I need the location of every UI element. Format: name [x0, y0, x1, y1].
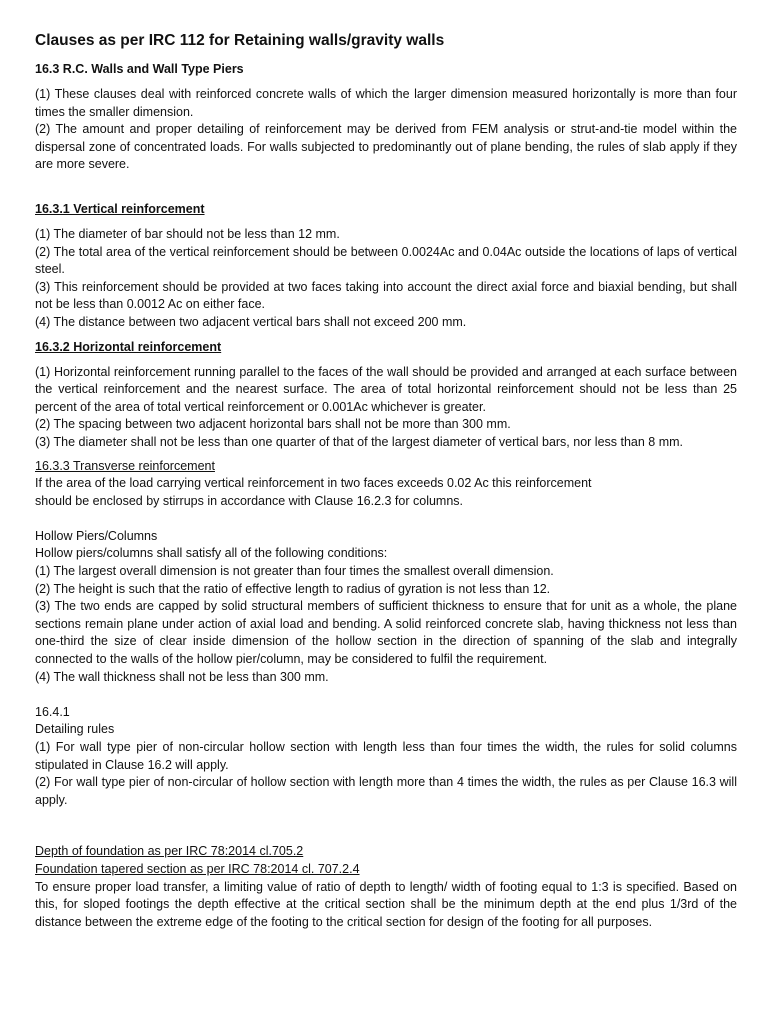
detailing-item-2: (2) For wall type pier of non-circular of hollow section with length more than 4 times the width, the rules as per Clause 16.3 will apply. [35, 775, 737, 807]
vertical-item-3: (3) This reinforcement should be provided at two faces taking into account the direct axial force and biaxial bending, but shall not be less than 0.0012 Ac on either face. [35, 279, 737, 312]
foundation-tapered-heading: Foundation tapered section as per IRC 78:2014 cl. 707.2.4 [35, 861, 360, 876]
detailing-item-1: (1) For wall type pier of non-circular hollow section with length less than four times the width, the rules for solid columns stipulated in Clause 16.2 will apply. [35, 740, 737, 772]
document-page [35, 30, 737, 931]
hollow-item-1: (1) The largest overall dimension is not greater than four times the smallest overall dimension. [35, 564, 554, 579]
section-16-3-2-heading: 16.3.2 Horizontal reinforcement [35, 339, 222, 354]
hollow-heading: Hollow Piers/Columns [35, 528, 158, 543]
hollow-item-2: (2) The height is such that the ratio of effective length to radius of gyration is not less than 12. [35, 581, 551, 596]
horizontal-item-2: (2) The spacing between two adjacent horizontal bars shall not be more than 300 mm. [35, 417, 511, 432]
transverse-line-2: should be enclosed by stirrups in accordance with Clause 16.2.3 for columns. [35, 493, 464, 508]
hollow-intro: Hollow piers/columns shall satisfy all of the following conditions: [35, 546, 388, 561]
vertical-item-4: (4) The distance between two adjacent vertical bars shall not exceed 200 mm. [35, 314, 467, 329]
horizontal-item-1: (1) Horizontal reinforcement running parallel to the faces of the wall should be provided and arranged at each surface between the vertical reinforcement and the nearest surface. The area of total horizontal reinforcement should not be less than 25 percent of the area of total vertical reinforcement or 0.001Ac whichever is greater. [35, 364, 737, 414]
vertical-item-1: (1) The diameter of bar should not be less than 12 mm. [35, 226, 340, 241]
transverse-line-1: If the area of the load carrying vertical reinforcement in two faces exceeds 0.02 Ac this reinforcement [35, 476, 592, 491]
section-16-3-1-heading: 16.3.1 Vertical reinforcement [35, 201, 205, 216]
foundation-depth-heading: Depth of foundation as per IRC 78:2014 cl.705.2 [35, 844, 304, 859]
section-16-4-1-heading: Detailing rules [35, 722, 115, 737]
hollow-item-3: (3) The two ends are capped by solid structural members of sufficient thickness to ensure that for unit as a whole, the plane sections remain plane under action of axial load and bending. A solid reinforced concrete slab, having thickness not less than one-third the size of clear inside dimension of the hollow section in the direction of spanning of the slab and integrally connected to the walls of the hollow pier/column, may be considered to fulfil the requirement. [35, 599, 737, 667]
section-16-3-para-1: (1) These clauses deal with reinforced concrete walls of which the larger dimension measured horizontally is more than four times the smaller dimension. [35, 87, 737, 119]
vertical-item-2: (2) The total area of the vertical reinforcement should be between 0.0024Ac and 0.04Ac outside the locations of laps of vertical steel. [35, 244, 737, 277]
section-16-3-para-2: (2) The amount and proper detailing of reinforcement may be derived from FEM analysis or strut-and-tie model within the dispersal zone of concentrated loads. For walls subjected to predominantly out of plane bending, the rules of slab apply if they are more severe. [35, 122, 737, 172]
section-16-3-heading: 16.3 R.C. Walls and Wall Type Piers [35, 62, 244, 76]
horizontal-item-3: (3) The diameter shall not be less than one quarter of that of the largest diameter of vertical bars, nor less than 8 mm. [35, 434, 684, 449]
document-title: Clauses as per IRC 112 for Retaining walls/gravity walls [35, 32, 445, 49]
foundation-text: To ensure proper load transfer, a limiting value of ratio of depth to length/ width of footing equal to 1:3 is specified. Based on this, for sloped footings the depth effective at the critical section shall be the minimum depth at the end plus 1/3rd of the distance between the extreme edge of the footing to the critical section for design of the footing for all purposes. [35, 879, 737, 929]
section-16-3-3-heading: 16.3.3 Transverse reinforcement [35, 458, 215, 473]
section-16-4-1-number: 16.4.1 [35, 704, 70, 719]
hollow-item-4: (4) The wall thickness shall not be less than 300 mm. [35, 669, 329, 684]
